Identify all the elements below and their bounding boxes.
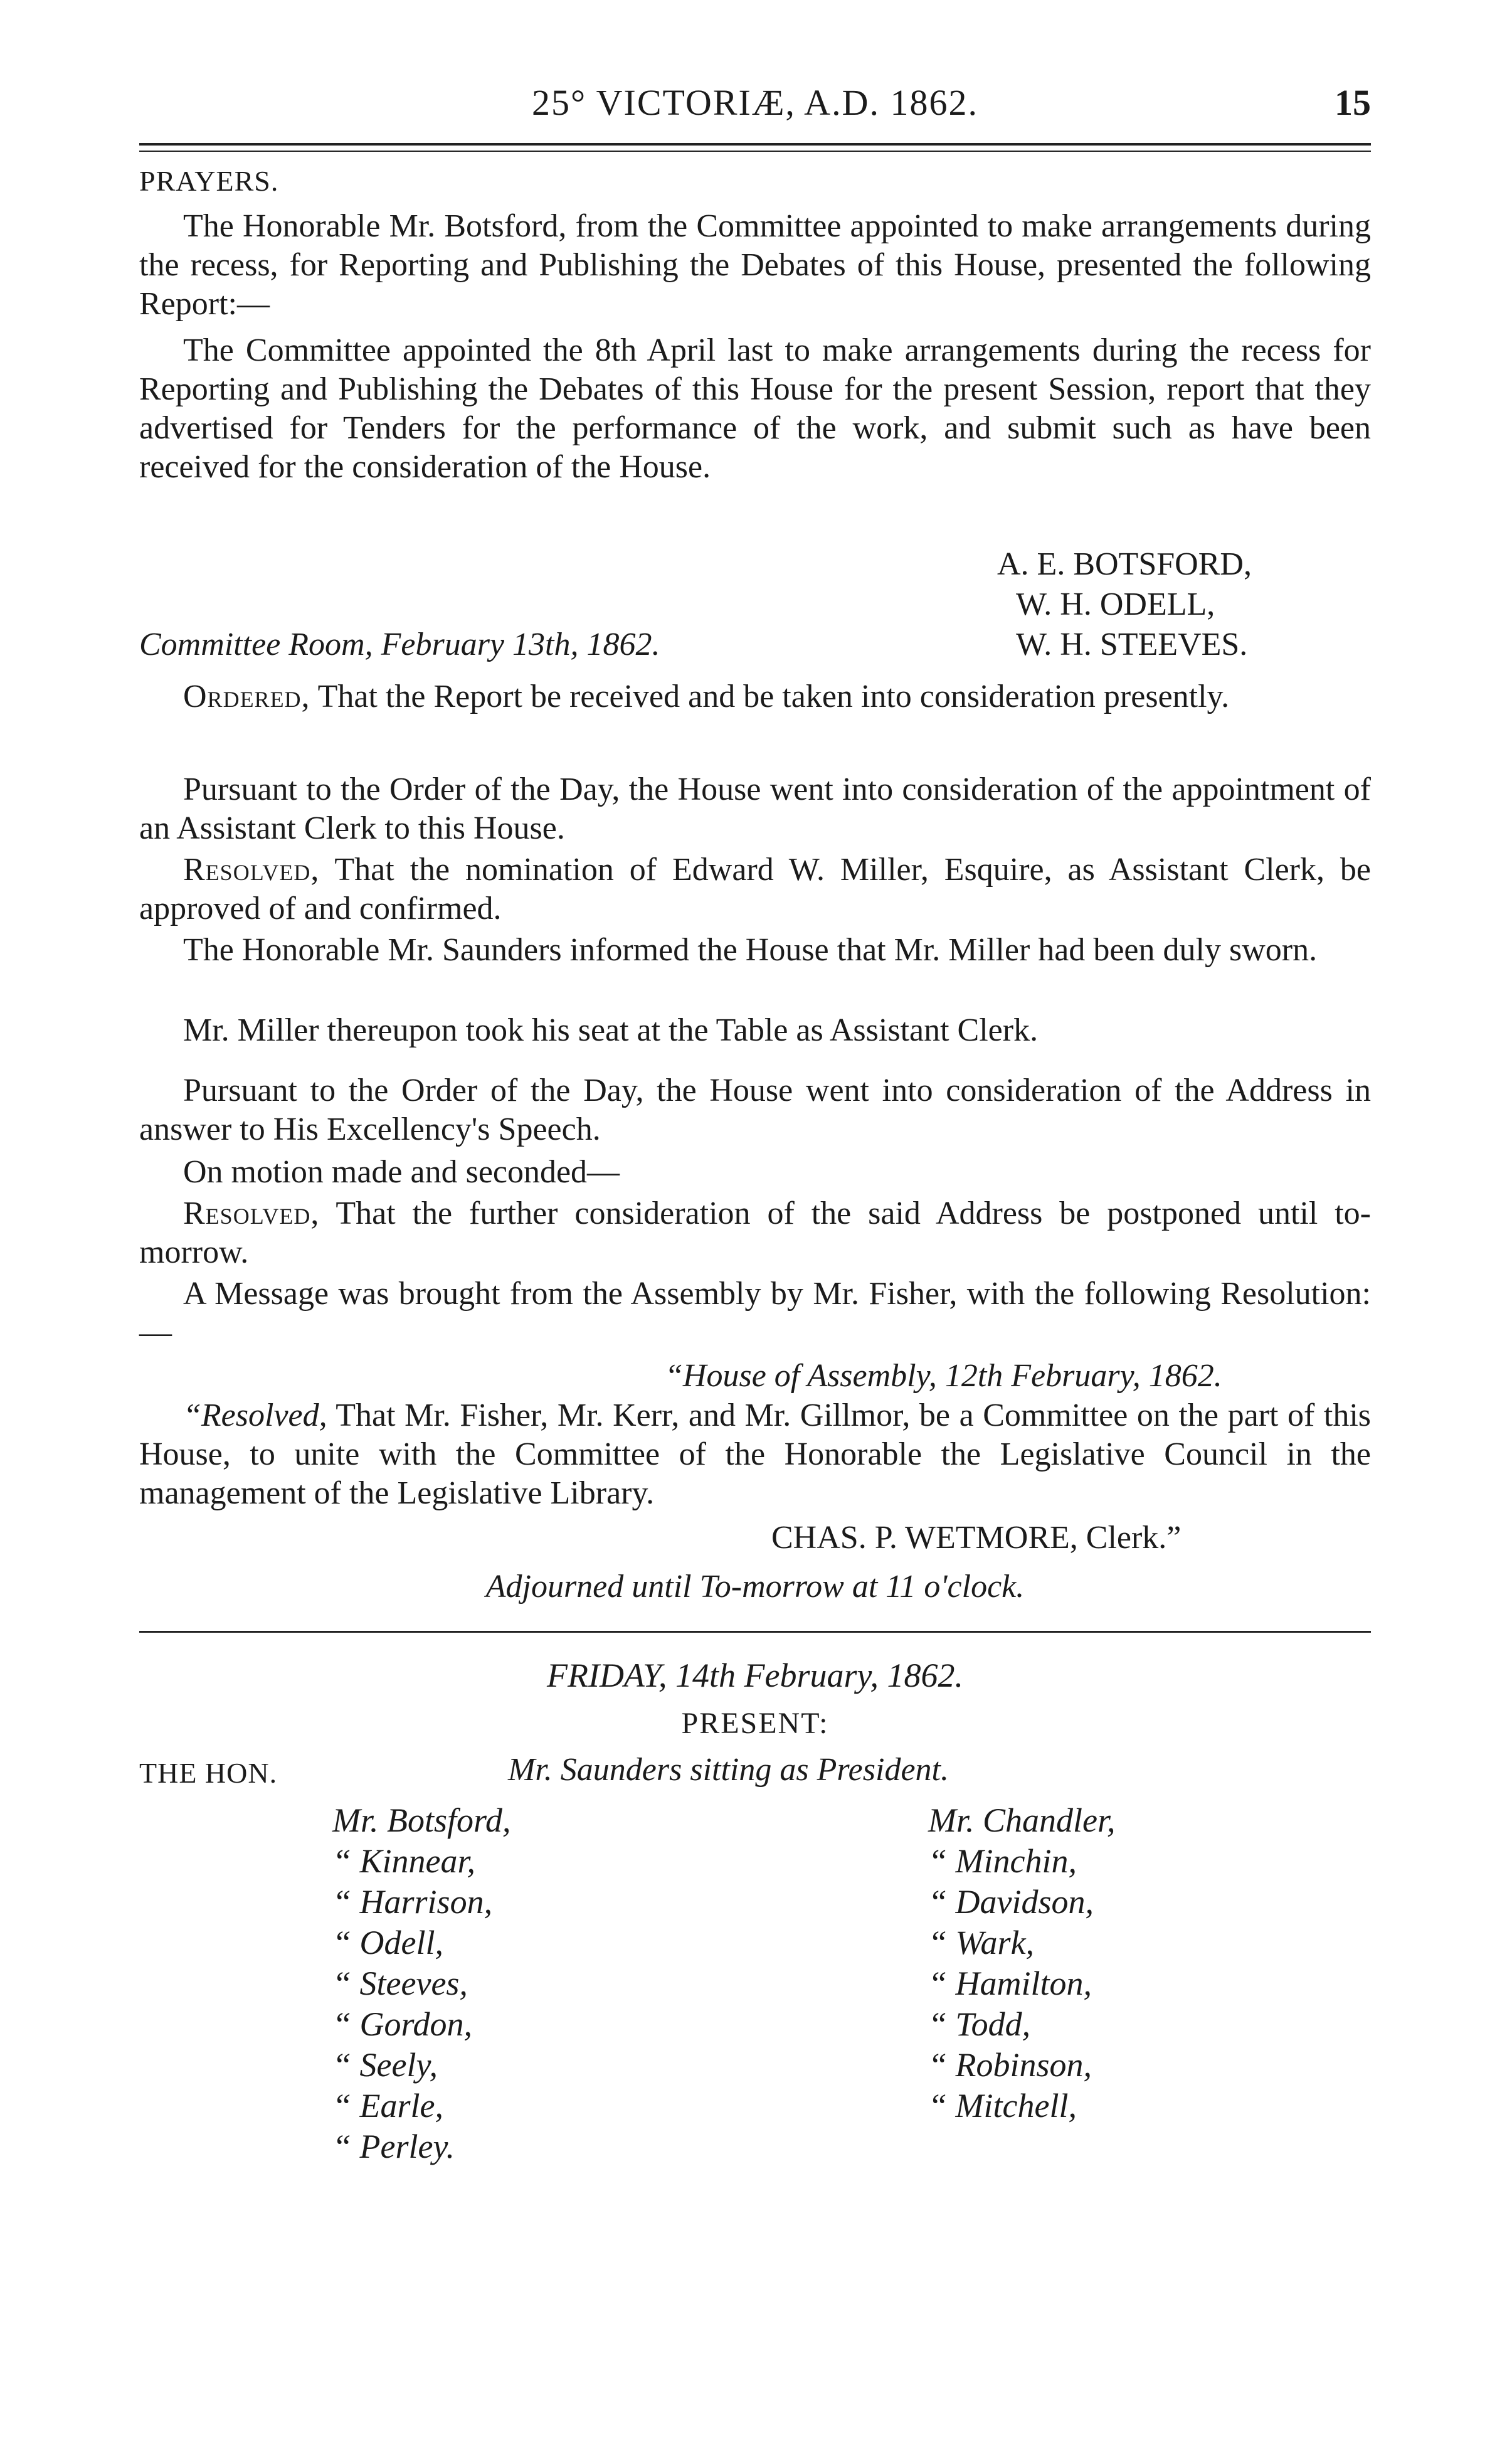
miller-seat-paragraph: Mr. Miller thereupon took his seat at the Table as Assistant Clerk. bbox=[183, 1012, 1039, 1048]
member-name: Mr. Botsford, bbox=[332, 1801, 511, 1839]
member-name: “ Minchin, bbox=[928, 1842, 1077, 1880]
saunders-informed-paragraph: The Honorable Mr. Saunders informed the House that Mr. Miller had been duly sworn. bbox=[183, 932, 1318, 968]
the-hon-label: THE HON. bbox=[139, 1757, 278, 1789]
resolved-label-2: Resolved, bbox=[183, 1196, 320, 1231]
resolution-label: “Resolved, bbox=[183, 1398, 327, 1433]
resolved-paragraph-1 bbox=[139, 851, 1371, 928]
member-name: “ Harrison, bbox=[332, 1883, 493, 1921]
member-name: “ Davidson, bbox=[928, 1883, 1094, 1921]
section-label-prayers: PRAYERS. bbox=[139, 165, 279, 197]
section-divider bbox=[139, 1631, 1371, 1633]
member-name: “ Steeves, bbox=[332, 1965, 468, 2002]
ordered-label: Ordered, bbox=[183, 679, 310, 714]
member-name: “ Robinson, bbox=[928, 2046, 1092, 2084]
header-rule bbox=[139, 143, 1371, 152]
member-name: “ Earle, bbox=[332, 2087, 444, 2124]
member-name: “ Hamilton, bbox=[928, 1965, 1092, 2002]
resolved-text-2: That the further consideration of the said Address be postponed until to-morrow. bbox=[139, 1196, 1371, 1270]
members-left-column bbox=[332, 1800, 511, 2167]
president-line: Mr. Saunders sitting as President. bbox=[508, 1752, 949, 1788]
resolved-text-1: That the nomination of Edward W. Miller, Esquire, as Assistant Clerk, be approved of and confirmed. bbox=[139, 852, 1371, 926]
resolution-text: That Mr. Fisher, Mr. Kerr, and Mr. Gillmor, be a Committee on the part of this House, to unite with the Committee of the Honorable the Legislative Council in the management of the Legislative Library. bbox=[139, 1398, 1371, 1511]
member-name: “ Gordon, bbox=[332, 2005, 473, 2043]
member-name: “ Perley. bbox=[332, 2128, 455, 2165]
present-heading: PRESENT: bbox=[681, 1707, 829, 1740]
member-name: “ Wark, bbox=[928, 1924, 1035, 1961]
header-title: 25° VICTORIÆ, A.D. 1862. bbox=[532, 82, 978, 123]
resolved-paragraph-2 bbox=[139, 1194, 1371, 1272]
member-name: “ Kinnear, bbox=[332, 1842, 476, 1880]
adjourned-line: Adjourned until To-morrow at 11 o'clock. bbox=[485, 1569, 1025, 1605]
signatory-3: W. H. STEEVES. bbox=[1016, 627, 1248, 662]
report-intro-paragraph: The Honorable Mr. Botsford, from the Committee appointed to make arrangements during the recess, for Reporting and Publishing the Debates of this House, presented the following Report:— bbox=[139, 208, 1371, 322]
member-name: Mr. Chandler, bbox=[928, 1801, 1116, 1839]
clerk-signature: CHAS. P. WETMORE, Clerk.” bbox=[771, 1520, 1182, 1556]
member-name: “ Odell, bbox=[332, 1924, 444, 1961]
member-name: “ Todd, bbox=[928, 2005, 1031, 2043]
running-header bbox=[139, 82, 1371, 132]
pursuant-paragraph-2: Pursuant to the Order of the Day, the House went into consideration of the Address in answer to His Excellency's Speech. bbox=[139, 1073, 1371, 1147]
members-right-column bbox=[928, 1800, 1116, 2126]
ordered-text: That the Report be received and be taken into consideration presently. bbox=[310, 679, 1230, 714]
pursuant-paragraph-1: Pursuant to the Order of the Day, the House went into consideration of the appointment of an Assistant Clerk to this House. bbox=[139, 772, 1371, 846]
report-place-date: Committee Room, February 13th, 1862. bbox=[139, 627, 660, 662]
signatory-1: A. E. BOTSFORD, bbox=[997, 546, 1252, 582]
ordered-paragraph bbox=[139, 677, 1371, 716]
resolution-paragraph bbox=[139, 1396, 1371, 1513]
member-name: “ Mitchell, bbox=[928, 2087, 1077, 2124]
signatory-2: W. H. ODELL, bbox=[1016, 586, 1215, 622]
motion-paragraph: On motion made and seconded— bbox=[183, 1154, 620, 1190]
resolved-label-1: Resolved, bbox=[183, 852, 320, 888]
page-number: 15 bbox=[1335, 82, 1371, 123]
report-body-paragraph: The Committee appointed the 8th April last to make arrangements during the recess for Reporting and Publishing the Debates of this House for the present Session, report that they advertised for Tenders for the performance of the work, and submit such as have been received for the consideration of the House. bbox=[139, 332, 1371, 485]
message-paragraph: A Message was brought from the Assembly by Mr. Fisher, with the following Resolution:— bbox=[139, 1276, 1371, 1350]
member-name: “ Seely, bbox=[332, 2046, 438, 2084]
friday-heading: FRIDAY, 14th February, 1862. bbox=[546, 1657, 963, 1694]
assembly-date: “House of Assembly, 12th February, 1862. bbox=[665, 1358, 1222, 1394]
